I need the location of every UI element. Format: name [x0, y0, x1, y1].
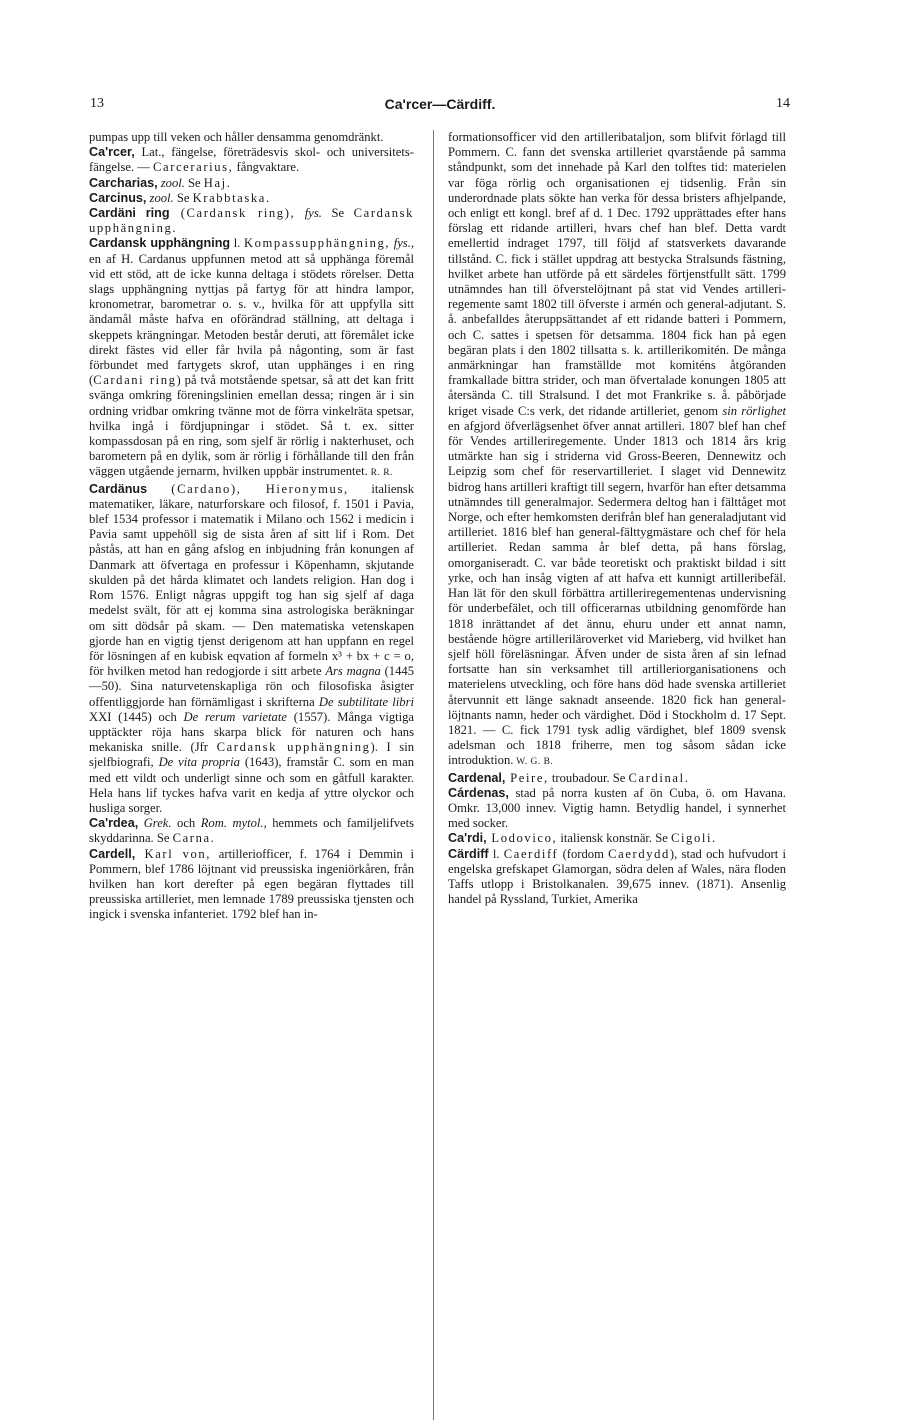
entry-carcharias — [89, 176, 414, 191]
spaced-term: (Cardano), Hieronymus, — [147, 481, 349, 496]
spaced-term: Peire, — [505, 770, 549, 785]
entry-text: Se — [321, 206, 354, 221]
entry-cardea — [89, 816, 414, 846]
cross-reference: Cardansk upphängning — [216, 740, 371, 755]
headword: Cárdenas, — [448, 785, 509, 800]
entry-text: Se — [184, 175, 204, 190]
entry-cardiff — [448, 847, 786, 908]
entry-text: formationsofficer vid den artilleribataljon, som blifvit förlagd till Pommern. C. fann det svenska artilleriet qvarstående på samma ståndpunkt, som det innehade på Karl den tolftes tid: materielen var föga rörlig och organisationen ej tidsenlig. Från sin underordnade plats sökte han verka för dessa bristers afhjelpande, och enligt ett kongl. bref af d. 1 Dec. 1792 upprättades efter hans förslag ett ridande artilleri, hvars chef han blef. Detta vardt emellertid indraget 1797, till följd af statsverkets davarande tillstånd. C. fick i stället uppdrag att bestycka Stralsunds fästning, hvilket arbete han utförde på ett särdeles förtjenstfullt sätt. 1799 utnämndes han till öfverstelöjtnant på stat vid Vendes artilleri-regemente samt 1802 till öfverste i armén och general-adjutant. S. å. anbefalldes återuppsättandet af ett ridande batteri i Pommern, och C. sattes i spetsen för detsamma. 1804 fick han på egen begäran plats i den 1802 tillsatta s. k. artillerikomitén. De många anmärkningar han framställde mot komiténs åtgöranden framkallade bittra strider, och man öfvertalade konungen 1805 att återsända C. till Stralsund. I det mot Frankrike s. å. påbörjade kriget visade C:s verk, det ridande artilleriet, genom — [448, 130, 786, 418]
headword: Cardänus — [89, 481, 148, 496]
entry-text: (1643), framstår C. som en man med ett vildt och underligt sinne och som en gåtfull karakter. Hela hans lif tyckes hafva varit en kedja af yttre olyckor och husliga sorger. — [89, 755, 414, 815]
field-label: zool. — [146, 190, 174, 205]
entry-text: en af H. Cardanus uppfunnen metod att så upphänga föremål vid ett stöd, att de icke kunna deltaga i stödets rörelser. Detta slags upphängning nyttjas på fartyg för att hindra lampor, kronometrar, barometrar o. s. v., hvilka för att uppfylla sitt ändamål måste hafva en oförändrad ställning, att deltaga i skeppets krängningar. Metoden består deruti, att föremålet icke direkt fästes vid eller får hvila på någonting, som är fast förbundet med fartygets skrof, utan upphänges i en ring ( — [89, 251, 414, 388]
headword: Ca'rdea, — [89, 816, 139, 831]
entry-text: stad på norra kusten af ön Cuba, ö. om Havana. Omkr. 13,000 innev. Vigtig hamn. Betydlig handel, i synnerhet med socker. — [448, 785, 786, 831]
spaced-term: Karl von, — [135, 846, 212, 861]
column-divider — [433, 130, 434, 1420]
field-label: Rom. mytol., — [200, 816, 267, 831]
left-column — [89, 130, 414, 923]
headword: Carcinus, — [89, 190, 147, 205]
spaced-term: Lodovico, — [486, 831, 558, 846]
work-title: Ars magna — [325, 664, 381, 679]
spaced-term: Caerdiff — [503, 846, 559, 861]
field-label: fys., — [390, 236, 415, 251]
cross-reference: Carna. — [172, 831, 216, 846]
entry-text: XXI (1445) och — [89, 709, 184, 724]
entry-text: Se — [173, 190, 193, 205]
work-title: De subtilitate libri — [318, 694, 414, 709]
running-head: Ca'rcer—Cärdiff. — [384, 96, 496, 112]
entry-text: ) på två motstående spetsar, så att det kan fritt svänga omkring föreningslinien emellan dessa; ringen är i sin ordning vridbar omkring tvänne mot de förra vinkelräta spetsar, hvilka ingå i fördjupningar i stödet. Så t. ex. sitter kompassdosan på en ring, som sjelf är rörlig i nakterhuset, och barometern på en dylik, som är rörlig i förhållande till den från väggen utgående jernarm, hvilken uppbär instrumentet. — [89, 373, 414, 479]
headword: Cardansk upphängning — [89, 236, 231, 251]
entry-text: artilleriofficer, f. 1764 i Demmin i Pommern, blef 1786 löjtnant vid preussiska ingeniörkåren, från hvilken han kort derefter på egen begäran flyttades till preussiska artilleriet, men lemnade 1789 preussiska tjensten och ingick i svenska infanteriet. 1792 blef han in- — [89, 846, 414, 922]
spaced-term: Cardani ring — [93, 373, 177, 388]
entry-cardenas — [448, 786, 786, 832]
headword: Carcharias, — [89, 175, 158, 190]
cross-reference: Cardansk upphängning. — [89, 206, 414, 236]
entry-text: hemmets och familjelifvets skyddarinna. Se — [89, 816, 414, 846]
entry-cardenal — [448, 771, 786, 786]
right-column — [448, 130, 786, 907]
field-label: Grek. — [138, 816, 172, 831]
headword: Cardäni ring — [89, 206, 170, 221]
entry-text: (fordom — [558, 846, 609, 861]
entry-text: fångvaktare. — [233, 160, 300, 175]
field-label: fys. — [295, 206, 322, 221]
headword: Ca'rcer, — [89, 145, 135, 160]
entry-text: ), stad och hufvudort i engelska grefskapet Glamorgan, södra delen af Wales, nära floden Taffs utlopp i Bristolkanalen. 39,675 innev. (1871). Ansenlig handel på Ryssland, Turkiet, Amerika — [448, 846, 786, 907]
entry-text: l. — [488, 846, 504, 861]
entry-cardansk-upphangning — [89, 236, 414, 481]
entry-text: troubadour. Se — [548, 770, 629, 785]
entry-cardanus — [89, 482, 414, 816]
entry-text: (1557). Många vigtiga upptäckter röja hans skarpa blick för naturen och hans mekaniska snille. (Jfr — [89, 709, 414, 755]
entry-cardani-ring — [89, 206, 414, 236]
spaced-term: Kompassupphängning, — [243, 236, 391, 251]
continued-text: pumpas upp till veken och håller densamma genomdränkt. — [89, 130, 384, 144]
cross-reference: Krabbtaska. — [192, 190, 271, 205]
continued-text — [448, 130, 786, 771]
headword: Cardell, — [89, 846, 136, 861]
entry-text: (1445—50). Sina naturvetenskapliga rön och filosofiska åsigter offentliggjorde han förnämligast i skrifterna — [89, 664, 414, 709]
headword: Cardenal, — [448, 770, 506, 785]
entry-text: l. — [230, 236, 244, 251]
entry-text: italiensk konstnär. Se — [557, 831, 671, 846]
entry-carcer — [89, 145, 414, 175]
field-label: zool. — [157, 175, 185, 190]
entry-text: en afgjord öfverlägsenhet öfver annat artilleri. 1807 blef han chef för Vendes artilleriregemente. Under 1813 och 1814 års krig utmärkte han sig i striderna vid Gross-Beeren, Dennewitz och Leipzig som chef för reservartilleriet. I slaget vid Dennewitz bidrog hans artilleri kraftigt till segern, hvarför han efter detsamma utnämndes till generalmajor. Sedermera deltog han i fälttåget mot Norge, och efter hemkomsten derifrån blef han generaladjutant vid artilleriet. 1816 blef han general-fälttygmästare och chef för hela artilleriet. Redan samma år blef detta, på hans förslag, omorganiseradt. C. var både teoretiskt och praktiskt bildad i sitt yrke, och han insåg vigten af att hafva ett kunnigt artilleribefäl. Han lät för den skull förbättra artilleriregementenas undervisning för underbefälet, och till officerarnas utbildning genomförde han 1818 inrättandet af det ännu, ehuru under ett annat namn, bestående högre artilleriläroverket vid Marieberg, vid hvilket han sjelf höll föreläsningar. Äfven under de sista åren af sin lefnad fortsatte han sin verksamhet till artilleriorganisationens och materielens utveckling, och före hans död hade svenska artilleriet återvunnit ett länge saknadt anseende. 1820 fick han general-löjtnants namn, heder och värdighet. Död i Stockholm d. 17 Sept. 1821. — C. fick 1791 tysk adlig värdighet, blef 1809 svensk adelsman och 1818 friherre, men tog såsom sådan icke introduktion. — [448, 418, 786, 768]
entry-text: och — [171, 816, 201, 831]
cross-reference: Cardinal. — [628, 770, 690, 785]
cross-reference: Haj. — [203, 175, 232, 190]
page-number-left: 13 — [90, 96, 104, 111]
spaced-term: Carcerarius, — [153, 160, 234, 175]
entry-carcinus — [89, 191, 414, 206]
page-header — [90, 96, 790, 116]
page-number-right: 14 — [776, 96, 790, 111]
author-signature: W. G. B. — [513, 757, 554, 768]
author-signature: R. R. — [367, 468, 393, 479]
spaced-term: (Cardansk ring), — [169, 206, 296, 221]
entry-text: italiensk matematiker, läkare, naturforskare och filosof, f. 1501 i Pavia, blef 1534 professor i matematik i Milano och 1562 i medicin i Pavia samt uppehöll sig de sista åren af sitt lif i Rom. Det påstås, att han en gång afslog en inbjudning från konungen af Danmark att öfvertaga en professur i Köpenhamn, skjutande skulden på det hårda klimatet och landets religion. Han dog i Rom 1576. Enligt någras uppgift tog han sig sjelf af daga medelst svält, för att ej komma sina astrologiska beräkningar om sitt dödsår på skam. — Den matematiska vetenskapen gjorde han en vigtig tjenst derigenom att han uppfann en regel för lösningen af en kubisk eqvation af formeln x³ + bx + c = o, för hvilken metod han redogjorde i sitt arbete — [89, 481, 414, 679]
cross-reference: Cigoli. — [670, 831, 717, 846]
work-title: De rerum varietate — [183, 709, 287, 724]
emphasis: sin rörlighet — [722, 403, 787, 418]
spaced-term: Caerdydd — [608, 846, 670, 861]
entry-text: Lat., fängelse, företrädesvis skol- och universitets-fängelse. — — [89, 145, 414, 175]
entry-cardell — [89, 847, 414, 923]
entry-cardi — [448, 831, 786, 846]
entry-text: ). I sin sjelfbiografi, — [89, 740, 414, 770]
headword: Cärdiff — [448, 846, 489, 861]
headword: Ca'rdi, — [448, 831, 487, 846]
work-title: De vita propria — [158, 755, 240, 770]
